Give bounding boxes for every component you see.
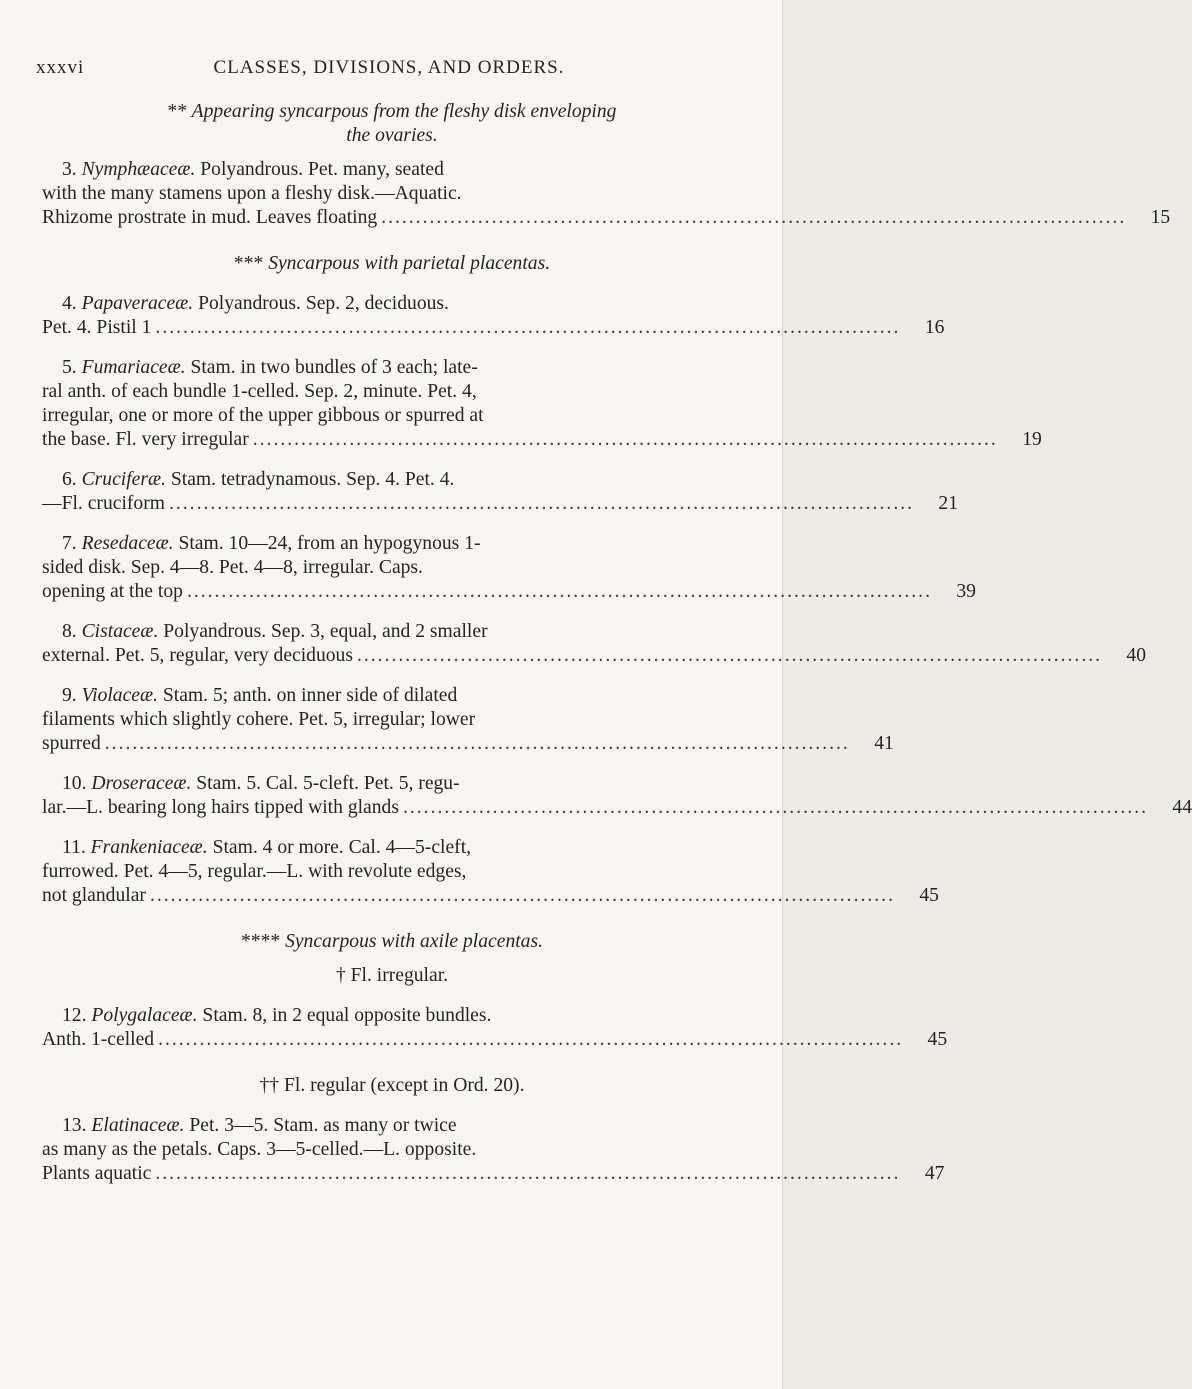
dot-leader: ............................................................................................................ — [155, 1163, 901, 1184]
order-family-name: Nymphæaceæ. — [81, 159, 196, 180]
order-page-number: 41 — [874, 733, 894, 754]
order-description: —Fl. cruciform — [42, 493, 165, 514]
section-heading-appearing-syncarpous — [42, 100, 742, 148]
order-description: Polyandrous. Sep. 2, deciduous. — [198, 293, 449, 314]
order-page-number: 21 — [938, 493, 959, 514]
order-description: opening at the top — [42, 581, 183, 602]
order-entry-3 — [42, 158, 1171, 230]
order-description: Stam. 10—24, from an hypogynous 1- — [178, 533, 481, 554]
dot-leader: ............................................................................................................ — [252, 429, 998, 450]
dot-leader: ............................................................................................................ — [168, 493, 915, 514]
order-page-number: 45 — [927, 1029, 948, 1050]
section-heading-line: Syncarpous with parietal placentas. — [268, 253, 551, 274]
order-number: 9. — [62, 685, 77, 706]
order-number: 6. — [62, 469, 77, 490]
order-number: 8. — [62, 621, 77, 642]
order-page-number: 44 — [1172, 797, 1192, 818]
order-number: 7. — [62, 533, 77, 554]
order-description: spurred — [42, 733, 101, 754]
order-description: as many as the petals. Caps. 3—5-celled.—L. opposite. — [42, 1139, 477, 1160]
order-number: 3. — [62, 159, 77, 180]
order-description: Stam. 4 or more. Cal. 4—5-cleft, — [212, 837, 472, 858]
order-family-name: Papaveraceæ. — [81, 293, 194, 314]
order-page-number: 40 — [1126, 645, 1147, 666]
order-description: Pet. 3—5. Stam. as many or twice — [189, 1115, 457, 1136]
order-entry-4 — [42, 292, 945, 340]
order-description: sided disk. Sep. 4—8. Pet. 4—8, irregular. Caps. — [42, 557, 423, 578]
order-family-name: Elatinaceæ. — [91, 1115, 185, 1136]
order-page-number: 45 — [919, 885, 939, 906]
order-description: ral anth. of each bundle 1-celled. Sep. 2, minute. Pet. 4, — [42, 381, 477, 402]
order-description: with the many stamens upon a fleshy disk.—Aquatic. — [42, 183, 462, 204]
subdivision-heading-irregular: † Fl. irregular. — [335, 965, 449, 986]
page-number: xxxvi — [36, 57, 85, 78]
order-family-name: Polygalaceæ. — [91, 1005, 198, 1026]
order-page-number: 15 — [1150, 207, 1171, 228]
order-number: 13. — [62, 1115, 87, 1136]
dot-leader: ............................................................................................................ — [104, 733, 850, 754]
order-description: Plants aquatic — [42, 1163, 152, 1184]
order-description: Polyandrous. Pet. many, seated — [200, 159, 444, 180]
order-number: 4. — [62, 293, 77, 314]
order-family-name: Fumariaceæ. — [81, 357, 186, 378]
order-page-number: 19 — [1022, 429, 1042, 450]
section-heading-parietal — [42, 252, 742, 276]
order-entry-11 — [42, 836, 939, 908]
order-description: irregular, one or more of the upper gibbous or spurred at — [42, 405, 484, 426]
order-entry-8 — [42, 620, 1147, 668]
order-description: furrowed. Pet. 4—5, regular.—L. with revolute edges, — [42, 861, 467, 882]
order-family-name: Violaceæ. — [81, 685, 158, 706]
section-heading-axile — [42, 930, 742, 954]
dot-leader: ............................................................................................................ — [381, 207, 1127, 228]
order-description: Stam. 5. Cal. 5-cleft. Pet. 5, regu- — [196, 773, 460, 794]
section-stars: **** — [240, 931, 281, 952]
order-description: Rhizome prostrate in mud. Leaves floating — [42, 207, 378, 228]
order-description: not glandular — [42, 885, 146, 906]
order-description: Stam. tetradynamous. Sep. 4. Pet. 4. — [170, 469, 455, 490]
order-description: the base. Fl. very irregular — [42, 429, 249, 450]
order-entry-12 — [42, 1004, 948, 1052]
dot-leader: ............................................................................................................ — [149, 885, 895, 906]
order-number: 12. — [62, 1005, 87, 1026]
order-entry-9 — [42, 684, 894, 756]
order-family-name: Droseraceæ. — [91, 773, 192, 794]
order-description: Stam. 8, in 2 equal opposite bundles. — [202, 1005, 492, 1026]
order-entry-13 — [42, 1114, 945, 1186]
order-description: Pet. 4. Pistil 1 — [42, 317, 152, 338]
order-description: filaments which slightly cohere. Pet. 5, irregular; lower — [42, 709, 476, 730]
dot-leader: ............................................................................................................ — [402, 797, 1149, 818]
order-description: Polyandrous. Sep. 3, equal, and 2 smaller — [163, 621, 488, 642]
order-number: 5. — [62, 357, 77, 378]
order-page-number: 39 — [956, 581, 976, 602]
running-title: CLASSES, DIVISIONS, AND ORDERS. — [213, 57, 565, 78]
order-family-name: Cruciferæ. — [81, 469, 166, 490]
order-description: Anth. 1-celled — [42, 1029, 155, 1050]
order-number: 10. — [62, 773, 87, 794]
order-page-number: 47 — [924, 1163, 945, 1184]
dot-leader: ............................................................................................................ — [158, 1029, 904, 1050]
order-description: lar.—L. bearing long hairs tipped with glands — [42, 797, 399, 818]
page-content — [42, 100, 1192, 1186]
order-entry-5 — [42, 356, 1042, 452]
order-page-number: 16 — [924, 317, 945, 338]
order-description: Stam. in two bundles of 3 each; late- — [190, 357, 478, 378]
order-description: external. Pet. 5, regular, very deciduous — [42, 645, 353, 666]
section-heading-line: Appearing syncarpous from the fleshy disk enveloping — [191, 101, 617, 122]
section-stars: *** — [233, 253, 264, 274]
order-family-name: Resedaceæ. — [81, 533, 174, 554]
order-family-name: Frankeniaceæ. — [90, 837, 208, 858]
order-description: Stam. 5; anth. on inner side of dilated — [162, 685, 458, 706]
section-heading-line: the ovaries. — [346, 125, 438, 146]
dot-leader: ............................................................................................................ — [155, 317, 901, 338]
section-heading-line: Syncarpous with axile placentas. — [285, 931, 544, 952]
subdivision-heading-regular: †† Fl. regular (except in Ord. 20). — [259, 1075, 525, 1096]
order-number: 11. — [62, 837, 86, 858]
section-stars: ** — [167, 101, 188, 122]
order-entry-10 — [42, 772, 1192, 820]
dot-leader: ............................................................................................................ — [356, 645, 1103, 666]
dot-leader: ............................................................................................................ — [186, 581, 932, 602]
order-entry-6 — [42, 468, 959, 516]
order-family-name: Cistaceæ. — [81, 621, 159, 642]
order-entry-7 — [42, 532, 976, 604]
